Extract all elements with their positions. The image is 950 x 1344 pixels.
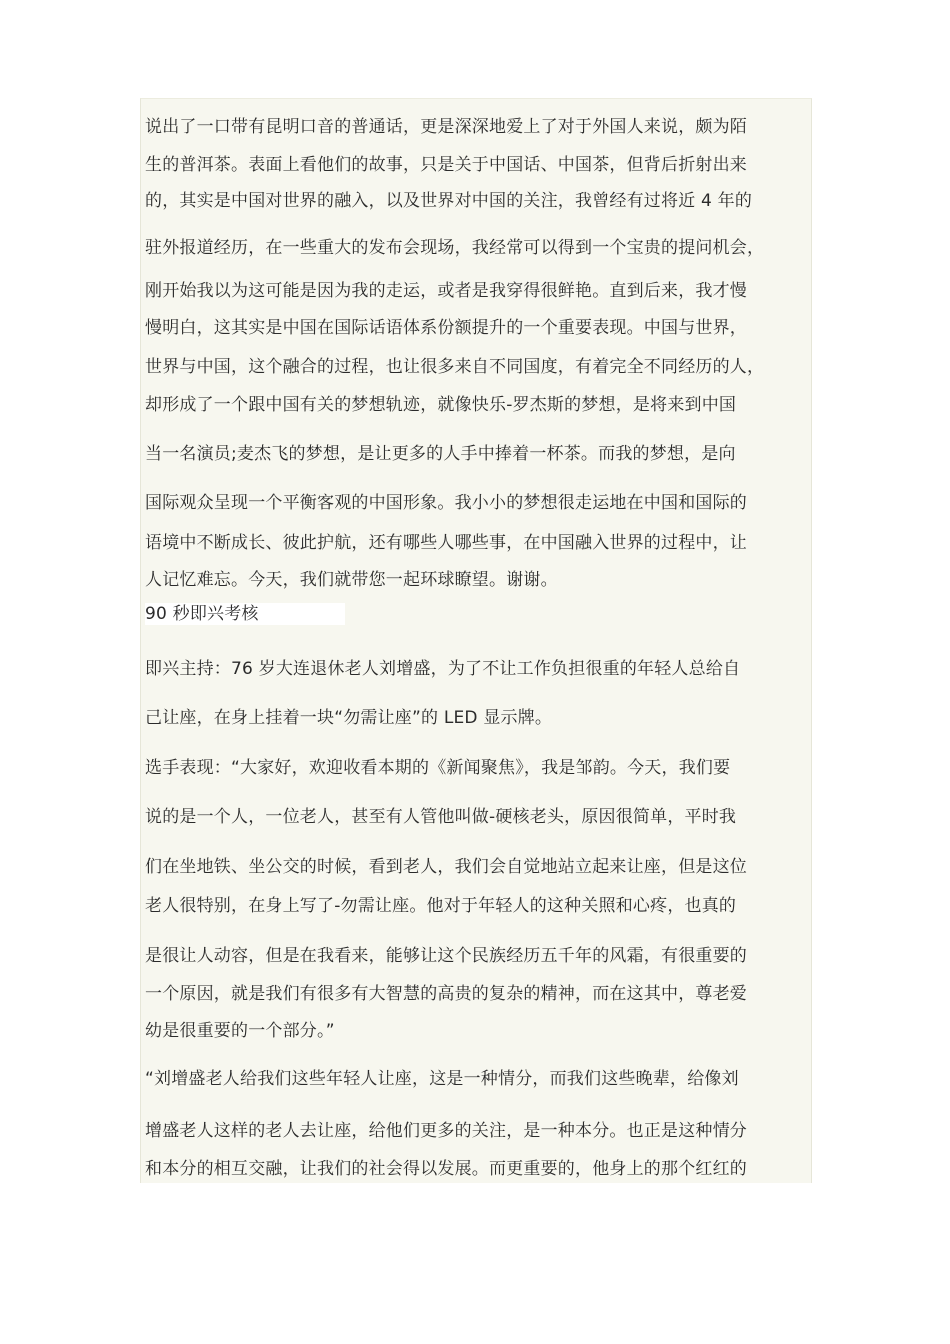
text-line: 是很让人动容，但是在我看来，能够让这个民族经历五千年的风霜，有很重要的	[145, 946, 747, 966]
text-line: 人记忆难忘。今天，我们就带您一起环球瞭望。谢谢。	[145, 570, 558, 590]
text-line: 慢明白，这其实是中国在国际话语体系份额提升的一个重要表现。中国与世界，	[145, 318, 747, 338]
text-line: 却形成了一个跟中国有关的梦想轨迹，就像快乐-罗杰斯的梦想，是将来到中国	[145, 395, 737, 415]
text-line: 和本分的相互交融，让我们的社会得以发展。而更重要的，他身上的那个红红的	[145, 1159, 747, 1179]
text-line: 增盛老人这样的老人去让座，给他们更多的关注，是一种本分。也正是这种情分	[145, 1121, 747, 1141]
text-line: 语境中不断成长、彼此护航，还有哪些人哪些事，在中国融入世界的过程中，让	[145, 533, 747, 553]
text-line: 生的普洱茶。表面上看他们的故事，只是关于中国话、中国茶，但背后折射出来	[145, 155, 747, 175]
text-line: 一个原因，就是我们有很多有大智慧的高贵的复杂的精神，而在这其中，尊老爱	[145, 984, 747, 1004]
text-line: 们在坐地铁、坐公交的时候，看到老人，我们会自觉地站立起来让座，但是这位	[145, 857, 747, 877]
text-line: 说的是一个人，一位老人，甚至有人管他叫做-硬核老头，原因很简单，平时我	[145, 807, 737, 827]
text-line: 当一名演员;麦杰飞的梦想，是让更多的人手中捧着一杯茶。而我的梦想，是向	[145, 444, 736, 464]
text-line: 国际观众呈现一个平衡客观的中国形象。我小小的梦想很走运地在中国和国际的	[145, 493, 747, 513]
text-line: 老人很特别，在身上写了-勿需让座。他对于年轻人的这种关照和心疼，也真的	[145, 896, 737, 916]
text-line: 的，其实是中国对世界的融入，以及世界对中国的关注，我曾经有过将近 4 年的	[145, 191, 753, 211]
text-line: 说出了一口带有昆明口音的普通话，更是深深地爱上了对于外国人来说，颇为陌	[145, 117, 747, 137]
text-line: 刚开始我以为这可能是因为我的走运，或者是我穿得很鲜艳。直到后来，我才慢	[145, 281, 747, 301]
text-line: 驻外报道经历，在一些重大的发布会现场，我经常可以得到一个宝贵的提问机会，	[145, 238, 765, 258]
text-line: “刘增盛老人给我们这些年轻人让座，这是一种情分，而我们这些晚辈，给像刘	[145, 1069, 739, 1089]
text-line: 幼是很重要的一个部分。”	[145, 1021, 335, 1041]
text-line: 即兴主持：76 岁大连退休老人刘增盛，为了不让工作负担很重的年轻人总给自	[145, 659, 741, 679]
text-line: 世界与中国，这个融合的过程，也让很多来自不同国度，有着完全不同经历的人，	[145, 357, 765, 377]
section-heading: 90 秒即兴考核	[145, 603, 345, 625]
text-line: 己让座，在身上挂着一块“勿需让座”的 LED 显示牌。	[145, 708, 553, 728]
text-line: 选手表现：“大家好，欢迎收看本期的《新闻聚焦》，我是邹韵。今天，我们要	[145, 758, 731, 778]
